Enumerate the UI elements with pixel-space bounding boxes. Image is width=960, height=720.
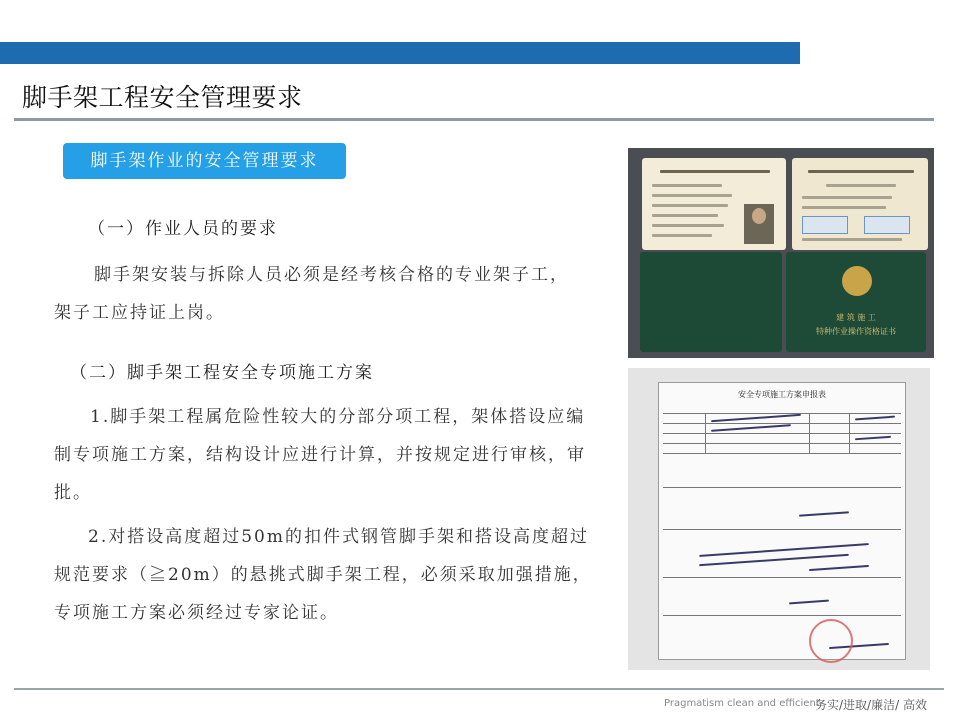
handwriting — [711, 424, 791, 432]
card-text-line — [826, 184, 896, 187]
signature — [789, 600, 829, 605]
card-text-line — [652, 214, 718, 217]
heading-personnel: （一）作业人员的要求 — [88, 219, 278, 239]
card-text-line — [652, 234, 712, 237]
form-row-line — [663, 577, 901, 578]
signature — [809, 565, 869, 571]
handwriting — [855, 436, 891, 441]
form-row-line — [663, 413, 901, 414]
card-text-line — [802, 238, 902, 241]
form-col-line — [809, 413, 810, 453]
form-col-line — [705, 413, 706, 453]
book-title: 建 筑 施 工 — [836, 313, 876, 322]
card-text-line — [652, 204, 728, 207]
card-text-line — [652, 224, 724, 227]
card-text-line — [802, 196, 892, 199]
operation-card-back — [792, 158, 928, 250]
book-subtitle: 特种作业操作资格证书 — [816, 327, 896, 336]
title-divider — [14, 118, 934, 121]
id-photo — [744, 204, 774, 244]
footer-slogan-cn: 务实/进取/廉洁/ 高效 — [815, 698, 927, 712]
form-row-line — [663, 453, 901, 454]
form-row-line — [663, 443, 901, 444]
page-title: 脚手架工程安全管理要求 — [22, 83, 303, 112]
form-row-line — [663, 529, 901, 530]
footer-slogan-en: Pragmatism clean and efficient — [664, 698, 820, 709]
handwriting — [855, 416, 895, 421]
footer-divider — [14, 688, 944, 690]
card-text-line — [802, 206, 886, 209]
certificate-book-cover — [640, 252, 782, 352]
application-form — [658, 382, 906, 660]
plan-application-form-photo — [628, 368, 930, 670]
card-title-line — [808, 170, 914, 173]
handwriting — [711, 414, 801, 422]
red-seal-stamp — [809, 619, 853, 663]
blue-stamp — [864, 216, 910, 234]
signature — [799, 511, 849, 516]
paragraph-personnel: 脚手架安装与拆除人员必须是经考核合格的专业架子工，架子工应持证上岗。 — [54, 265, 569, 323]
handwriting — [699, 554, 849, 566]
paragraph-plan-1: 1.脚手架工程属危险性较大的分部分项工程，架体搭设应编制专项施工方案，结构设计应进行计算，并按规定进行审核，审批。 — [54, 407, 586, 503]
paragraph-plan-2: 2.对搭设高度超过50m的扣件式钢管脚手架和搭设高度超过规范要求（≧20m）的悬挑式脚手架工程，必须采取加强措施，专项施工方案必须经过专家论证。 — [54, 527, 592, 623]
heading-construction-plan: （二）脚手架工程安全专项施工方案 — [70, 363, 374, 383]
form-row-line — [663, 433, 901, 434]
certificates-photo — [628, 148, 934, 358]
card-title-line — [660, 170, 770, 173]
form-row-line — [663, 487, 901, 488]
section-badge: 脚手架作业的安全管理要求 — [63, 143, 346, 179]
operation-card-front — [642, 158, 786, 250]
form-row-line — [663, 615, 901, 616]
card-text-line — [652, 194, 732, 197]
blue-stamp — [802, 216, 848, 234]
certificate-book-cover — [786, 252, 926, 352]
header-accent-bar — [0, 42, 800, 64]
form-title: 安全专项施工方案申报表 — [738, 390, 826, 399]
card-text-line — [652, 184, 722, 187]
form-col-line — [849, 413, 850, 453]
national-emblem-icon — [842, 266, 872, 296]
